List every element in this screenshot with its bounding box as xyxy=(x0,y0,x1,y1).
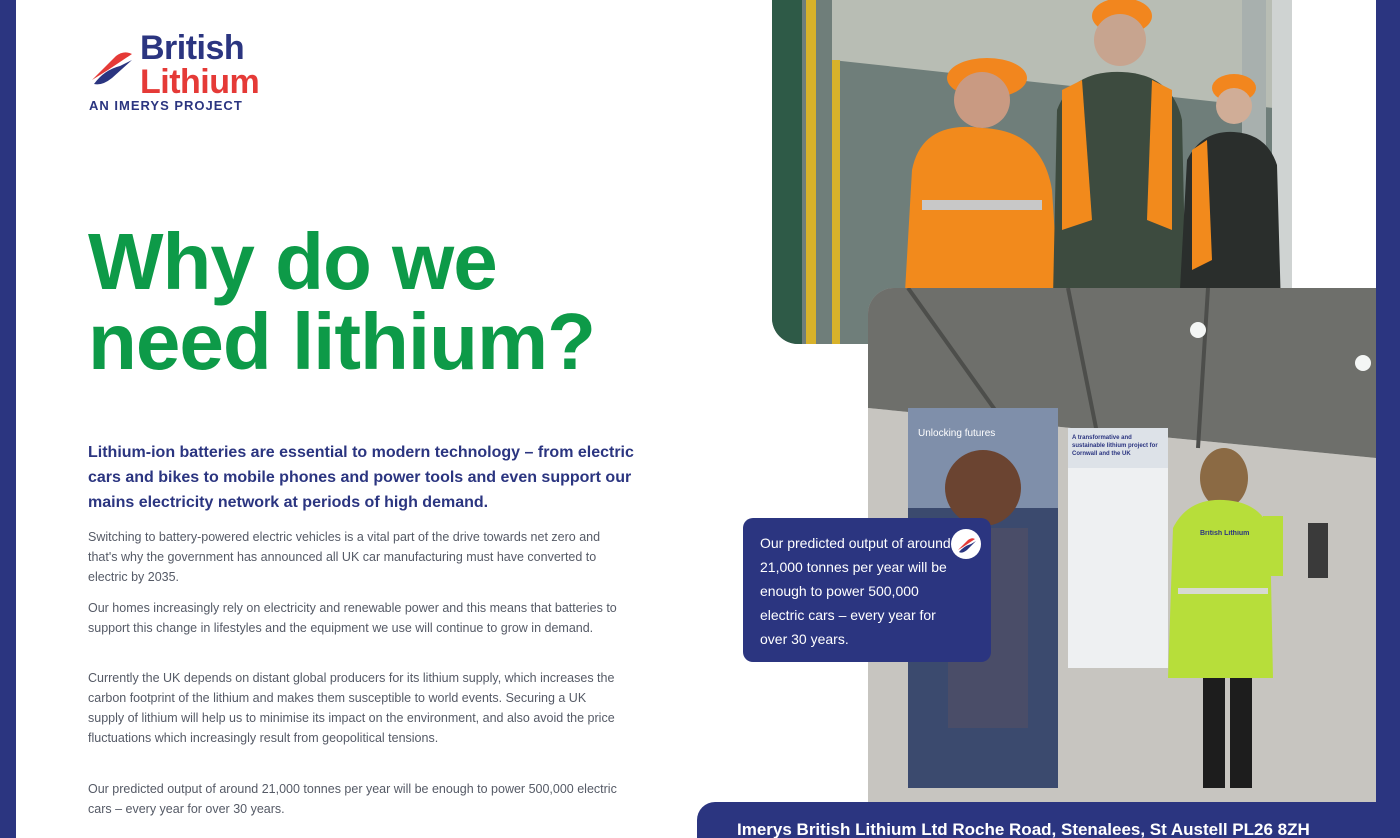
body-paragraph-1: Switching to battery-powered electric vehicles is a vital part of the drive towards net zero and that's why the government has announced all UK car manufacturing must have converted to electric by 2035. xyxy=(88,530,601,584)
right-banner-text: A transformative and sustainable lithium project for Cornwall and the UK xyxy=(1072,435,1158,457)
footer-bar xyxy=(697,802,1376,838)
page-title-line2: need lithium? xyxy=(88,297,595,386)
logo-british: British xyxy=(140,29,245,67)
body-paragraph-2: Our homes increasingly rely on electricity and renewable power and this means that batteries to support this change in lifestyles and the equipment we use will continue to grow in demand. xyxy=(88,601,617,635)
logo-tagline: AN IMERYS PROJECT xyxy=(89,98,243,113)
logo-lithium: Lithium xyxy=(140,63,260,101)
body-paragraph-3: Currently the UK depends on distant global producers for its lithium supply, which increases the carbon footprint of the lithium and makes them susceptible to world events. Securing a UK supply of lithium will help us to minimise its impact on the environment, and also avoid the price fluctuations which increasingly result from geopolitical tensions. xyxy=(88,671,615,745)
british-lithium-logo xyxy=(86,30,286,120)
left-banner-text: Unlocking futures xyxy=(918,428,996,439)
footer-address: Imerys British Lithium Ltd Roche Road, Stenalees, St Austell PL26 8ZH xyxy=(737,820,1310,838)
british-lithium-mark-icon xyxy=(951,529,981,559)
lead-paragraph: Lithium-ion batteries are essential to modern technology – from electric cars and bikes to mobile phones and power tools and even support our mains electricity network at periods of high demand. xyxy=(88,444,634,511)
body-paragraph-4: Our predicted output of around 21,000 tonnes per year will be enough to power 500,000 electric cars – every year for over 30 years. xyxy=(88,782,617,816)
british-lithium-mark-icon xyxy=(86,40,138,92)
quote-callout xyxy=(743,518,991,662)
page-title xyxy=(88,217,688,386)
quote-text: Our predicted output of around 21,000 tonnes per year will be enough to power 500,000 electric cars – every year for over 30 years. xyxy=(760,535,951,647)
brochure-page xyxy=(16,0,1376,838)
page-title-line1: Why do we xyxy=(88,217,497,306)
logo-wordmark xyxy=(140,29,260,101)
vest-text: British Lithium xyxy=(1200,530,1250,537)
